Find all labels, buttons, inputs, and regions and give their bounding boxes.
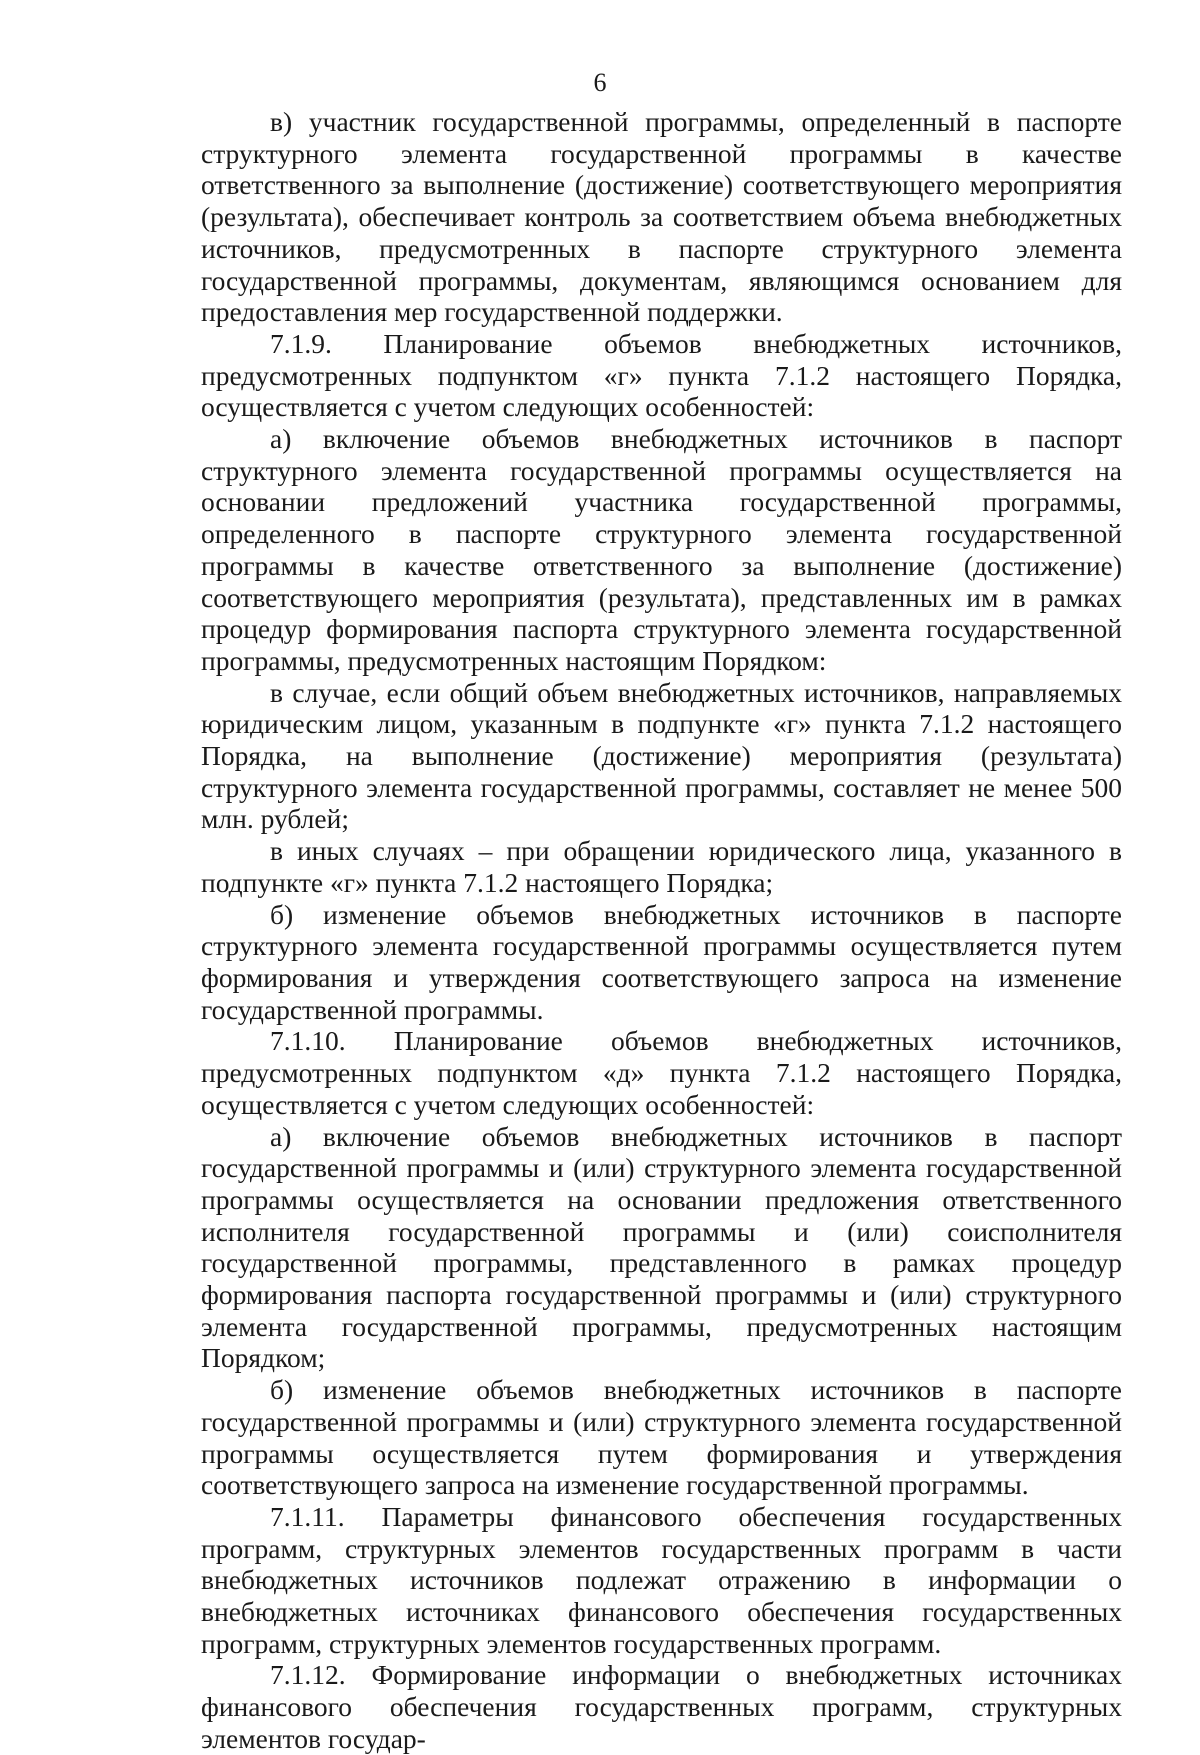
- paragraph-7-1-9-a-case-1: в случае, если общий объем внебюджетных источников, направляемых юридическим лицом, указанным в подпункте «г» пункта 7.1.2 настоящего Порядка, на выполнение (достижение) мероприятия (результата) структурного элемента государственной программы, составляет не менее 500 млн. рублей;: [201, 676, 1122, 835]
- paragraph-7-1-9-b: б) изменение объемов внебюджетных источников в паспорте структурного элемента государственной программы осуществляется путем формирования и утверждения соответствующего запроса на изменение государственной программы.: [201, 898, 1122, 1025]
- paragraph-7-1-9-a-case-2: в иных случаях – при обращении юридического лица, указанного в подпункте «г» пункта 7.1.2 настоящего Порядка;: [201, 835, 1122, 898]
- paragraph-7-1-9: 7.1.9. Планирование объемов внебюджетных источников, предусмотренных подпунктом «г» пункта 7.1.2 настоящего Порядка, осуществляется с учетом следующих особенностей:: [201, 327, 1122, 423]
- document-body: [201, 106, 1122, 1755]
- paragraph-7-1-10-b: б) изменение объемов внебюджетных источников в паспорте государственной программы и (или) структурного элемента государственной программы осуществляется путем формирования и утверждения соответствующего запроса на изменение государственной программы.: [201, 1374, 1122, 1501]
- paragraph-7-1-8-v: в) участник государственной программы, определенный в паспорте структурного элемента государственной программы в качестве ответственного за выполнение (достижение) соответствующего мероприятия (результата), обеспечивает контроль за соответствием объема внебюджетных источников, предусмотренных в паспорте структурного элемента государственной программы, документам, являющимся основанием для предоставления мер государственной поддержки.: [201, 106, 1122, 328]
- paragraph-7-1-12: 7.1.12. Формирование информации о внебюджетных источниках финансового обеспечения государственных программ, структурных элементов государ-: [201, 1659, 1122, 1754]
- paragraph-7-1-9-a: а) включение объемов внебюджетных источников в паспорт структурного элемента государственной программы осуществляется на основании предложений участника государственной программы, определенного в паспорте структурного элемента государственной программы в качестве ответственного за выполнение (достижение) соответствующего мероприятия (результата), представленных им в рамках процедур формирования паспорта структурного элемента государственной программы, предусмотренных настоящим Порядком:: [201, 423, 1122, 676]
- paragraph-7-1-10: 7.1.10. Планирование объемов внебюджетных источников, предусмотренных подпунктом «д» пункта 7.1.2 настоящего Порядка, осуществляется с учетом следующих особенностей:: [201, 1025, 1122, 1120]
- page-number: 6: [593, 68, 607, 97]
- paragraph-7-1-11: 7.1.11. Параметры финансового обеспечения государственных программ, структурных элементов государственных программ в части внебюджетных источников подлежат отражению в информации о внебюджетных источниках финансового обеспечения государственных программ, структурных элементов государственных программ.: [201, 1500, 1122, 1659]
- paragraph-7-1-10-a: а) включение объемов внебюджетных источников в паспорт государственной программы и (или) структурного элемента государственной программы осуществляется на основании предложения ответственного исполнителя государственной программы и (или) соисполнителя государственной программы, представленного в рамках процедур формирования паспорта государственной программы и (или) структурного элемента государственной программы, предусмотренных настоящим Порядком;: [201, 1120, 1122, 1374]
